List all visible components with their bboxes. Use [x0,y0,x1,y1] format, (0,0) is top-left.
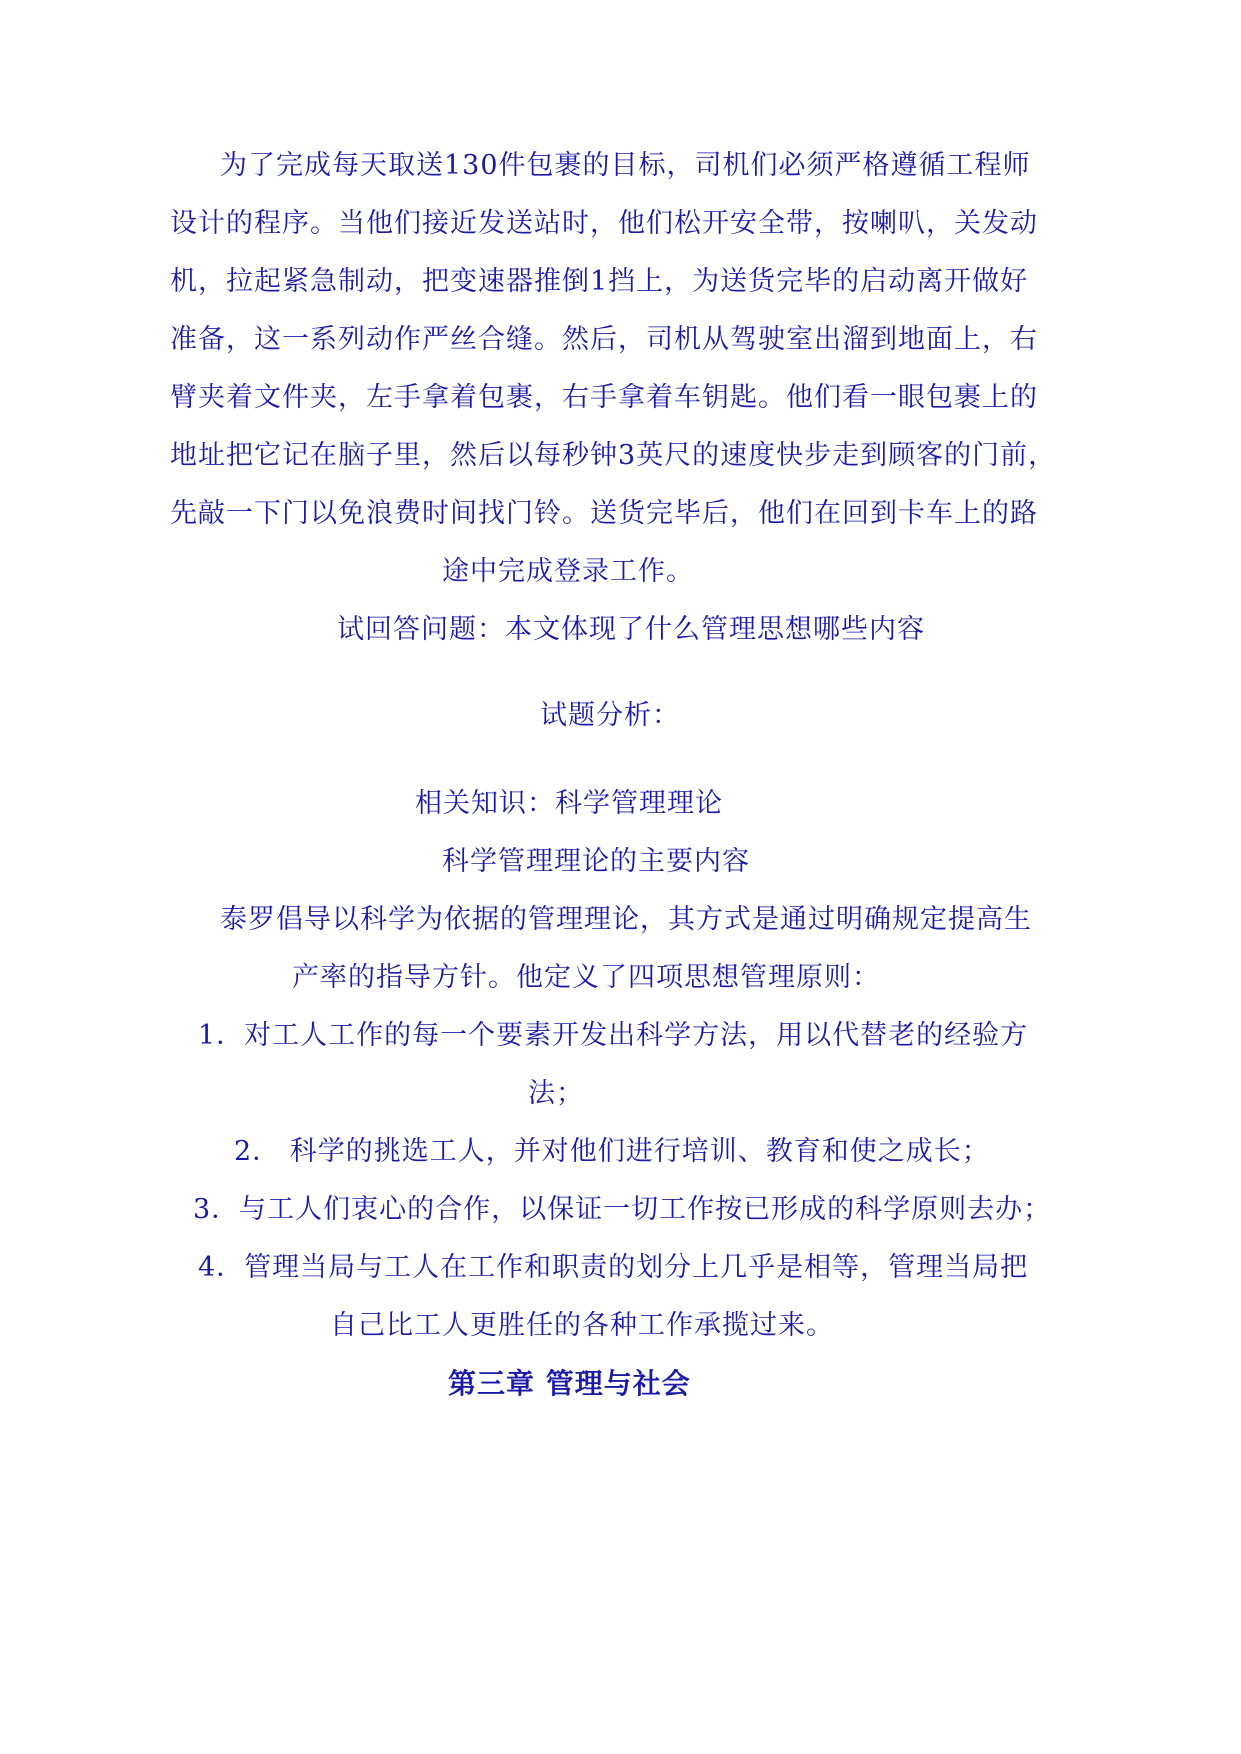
principle-4-line-2: 自己比工人更胜任的各种工作承揽过来。 [330,1310,834,1341]
intro-line-1: 泰罗倡导以科学为依据的管理理论，其方式是通过明确规定提高生 [220,904,1032,935]
subheading: 科学管理理论的主要内容 [442,846,750,877]
paragraph-line-2: 设计的程序。当他们接近发送站时，他们松开安全带，按喇叭，关发动 [170,208,1038,239]
paragraph-line-6: 地址把它记在脑子里，然后以每秒钟3英尺的速度快步走到顾客的门前， [170,440,1057,471]
principle-1-line-1: 1．对工人工作的每一个要素开发出科学方法，用以代替老的经验方 [198,1020,1029,1051]
paragraph-line-7: 先敲一下门以免浪费时间找门铃。送货完毕后，他们在回到卡车上的路 [170,498,1038,529]
intro-line-2: 产率的指导方针。他定义了四项思想管理原则： [292,962,880,993]
paragraph-line-8: 途中完成登录工作。 [442,556,694,587]
principle-2: 2． 科学的挑选工人，并对他们进行培训、教育和使之成长； [234,1136,990,1167]
principle-3: 3．与工人们衷心的合作，以保证一切工作按已形成的科学原则去办； [193,1194,1052,1225]
principle-4-line-1: 4．管理当局与工人在工作和职责的划分上几乎是相等，管理当局把 [198,1252,1029,1283]
principle-1-line-2: 法； [528,1078,584,1109]
paragraph-line-5: 臂夹着文件夹，左手拿着包裹，右手拿着车钥匙。他们看一眼包裹上的 [170,382,1038,413]
chapter-title: 第三章 管理与社会 [448,1367,691,1400]
analysis-heading: 试题分析： [540,700,680,731]
paragraph-line-3: 机，拉起紧急制动，把变速器推倒1挡上，为送货完毕的启动离开做好 [170,266,1029,297]
question-text: 试回答问题：本文体现了什么管理思想哪些内容 [337,614,925,645]
paragraph-line-4: 准备，这一系列动作严丝合缝。然后，司机从驾驶室出溜到地面上，右 [170,324,1038,355]
related-knowledge: 相关知识：科学管理理论 [415,788,723,819]
paragraph-line-1: 为了完成每天取送130件包裹的目标，司机们必须严格遵循工程师 [220,150,1031,181]
